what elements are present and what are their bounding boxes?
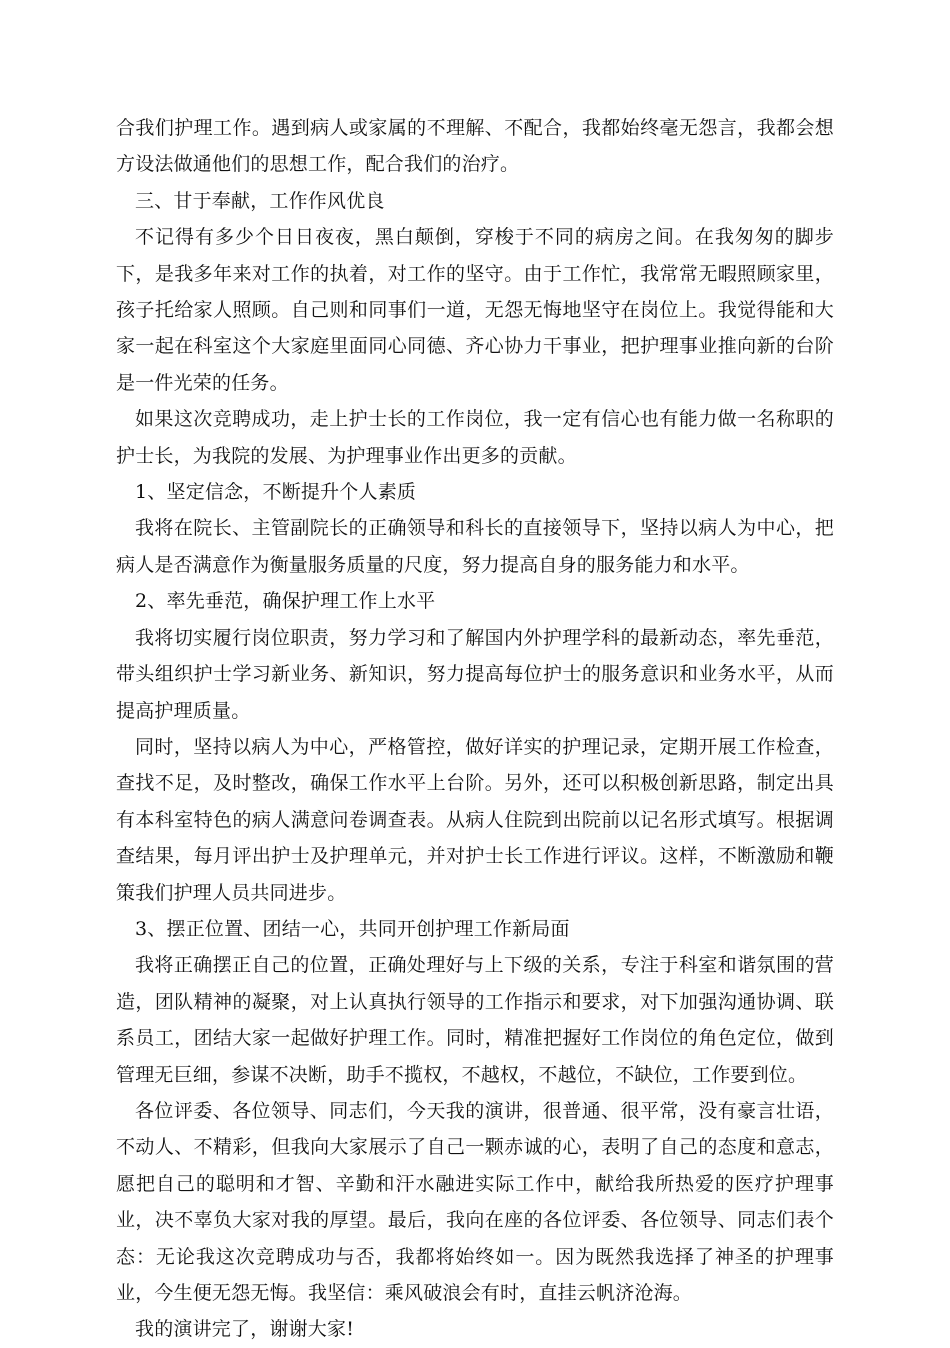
document-body — [116, 110, 834, 1348]
section-heading-3: 三、甘于奉献，工作作风优良 — [135, 189, 385, 212]
paragraph: 如果这次竞聘成功，走上护士长的工作岗位，我一定有信心也有能力做一名称职的护士长，为我院的发展、为护理事业作出更多的贡献。 — [116, 408, 834, 467]
paragraph: 我将正确摆正自己的位置，正确处理好与上下级的关系，专注于科室和谐氛围的营造，团队精神的凝聚，对上认真执行领导的工作指示和要求，对下加强沟通协调、联系员工，团结大家一起做好护理工作。同时，精准把握好工作岗位的角色定位，做到管理无巨细，参谋不决断，助手不揽权，不越权，不越位，不缺位，工作要到位。 — [116, 954, 834, 1086]
paragraph-continuation: 合我们护理工作。遇到病人或家属的不理解、不配合，我都始终毫无怨言，我都会想方设法做通他们的思想工作，配合我们的治疗。 — [116, 117, 834, 176]
paragraph: 同时，坚持以病人为中心，严格管控，做好详实的护理记录，定期开展工作检查，查找不足，及时整改，确保工作水平上台阶。另外，还可以积极创新思路，制定出具有本科室特色的病人满意问卷调查表。从病人住院到出院前以记名形式填写。根据调查结果，每月评出护士及护理单元，并对护士长工作进行评议。这样，不断激励和鞭策我们护理人员共同进步。 — [116, 735, 834, 904]
subheading-1: 1、坚定信念，不断提升个人素质 — [135, 481, 417, 504]
paragraph: 我将在院长、主管副院长的正确领导和科长的直接领导下，坚持以病人为中心，把病人是否满意作为衡量服务质量的尺度，努力提高自身的服务能力和水平。 — [116, 517, 834, 576]
subheading-2: 2、率先垂范，确保护理工作上水平 — [135, 590, 436, 613]
paragraph: 各位评委、各位领导、同志们，今天我的演讲，很普通、很平常，没有豪言壮语，不动人、不精彩，但我向大家展示了自己一颗赤诚的心，表明了自己的态度和意志，愿把自己的聪明和才智、辛勤和汗水融进实际工作中，献给我所热爱的医疗护理事业，决不辜负大家对我的厚望。最后，我向在座的各位评委、各位领导、同志们表个态：无论我这次竞聘成功与否，我都将始终如一。因为既然我选择了神圣的护理事业，今生便无怨无悔。我坚信：乘风破浪会有时，直挂云帆济沧海。 — [116, 1099, 834, 1304]
paragraph: 我将切实履行岗位职责，努力学习和了解国内外护理学科的最新动态，率先垂范，带头组织护士学习新业务、新知识，努力提高每位护士的服务意识和业务水平，从而提高护理质量。 — [116, 626, 834, 722]
paragraph: 不记得有多少个日日夜夜，黑白颠倒，穿梭于不同的病房之间。在我匆匆的脚步下，是我多年来对工作的执着，对工作的坚守。由于工作忙，我常常无暇照顾家里，孩子托给家人照顾。自己则和同事们一道，无怨无悔地坚守在岗位上。我觉得能和大家一起在科室这个大家庭里面同心同德、齐心协力干事业，把护理事业推向新的台阶是一件光荣的任务。 — [116, 226, 834, 394]
subheading-3: 3、摆正位置、团结一心，共同开创护理工作新局面 — [135, 917, 570, 940]
closing-line: 我的演讲完了，谢谢大家! — [135, 1318, 355, 1341]
